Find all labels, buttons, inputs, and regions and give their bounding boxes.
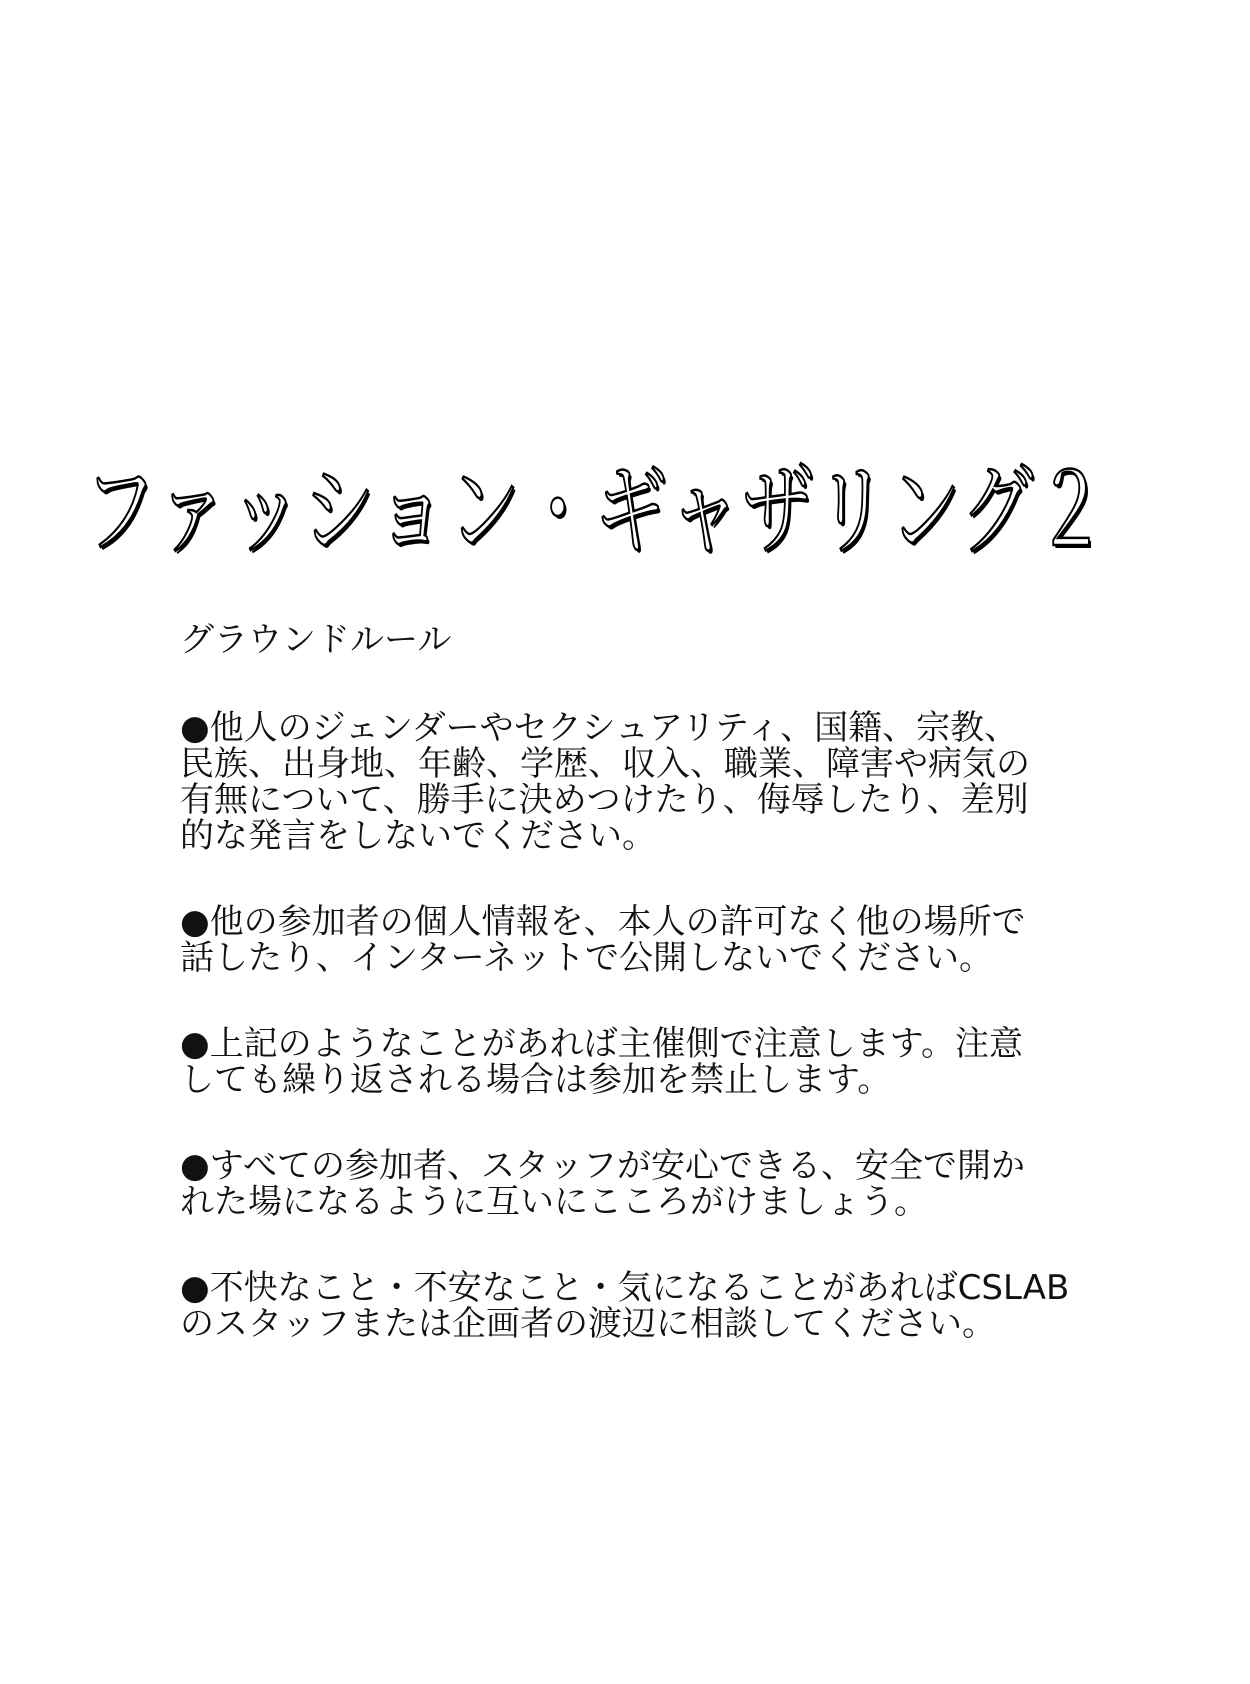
ground-rules-section (180, 622, 1140, 1392)
rule-line: しても繰り返される場合は参加を禁止します。 (180, 1060, 892, 1100)
rule-line: 話したり、インターネットで公開しないでください。 (180, 938, 993, 978)
rule-line: のスタッフまたは企画者の渡辺に相談してください。 (180, 1304, 996, 1344)
rule-item (180, 1270, 1140, 1342)
document-title: ファッション・ギャザリング２ (84, 452, 1108, 569)
rule-line: ●他人のジェンダーやセクシュアリティ、国籍、宗教、 (180, 708, 1019, 748)
ground-rules-heading: グラウンドルール (180, 620, 452, 660)
rule-line: れた場になるように互いにこころがけましょう。 (180, 1182, 928, 1222)
rule-item (180, 904, 1140, 976)
rule-item (180, 710, 1140, 854)
rule-line: 民族、出身地、年齢、学歴、収入、職業、障害や病気の (180, 744, 1030, 784)
rule-line: ●不快なこと・不安なこと・気になることがあればCSLAB (180, 1268, 1070, 1308)
rule-line: ●上記のようなことがあれば主催側で注意します。注意 (180, 1024, 1023, 1064)
rule-line: 有無について、勝手に決めつけたり、侮辱したり、差別 (180, 780, 1029, 820)
rule-line: ●すべての参加者、スタッフが安心できる、安全で開か (180, 1146, 1025, 1186)
rule-line: 的な発言をしないでください。 (180, 816, 656, 856)
rule-line: ●他の参加者の個人情報を、本人の許可なく他の場所で (180, 902, 1026, 942)
rule-item (180, 1148, 1140, 1220)
rule-item (180, 1026, 1140, 1098)
